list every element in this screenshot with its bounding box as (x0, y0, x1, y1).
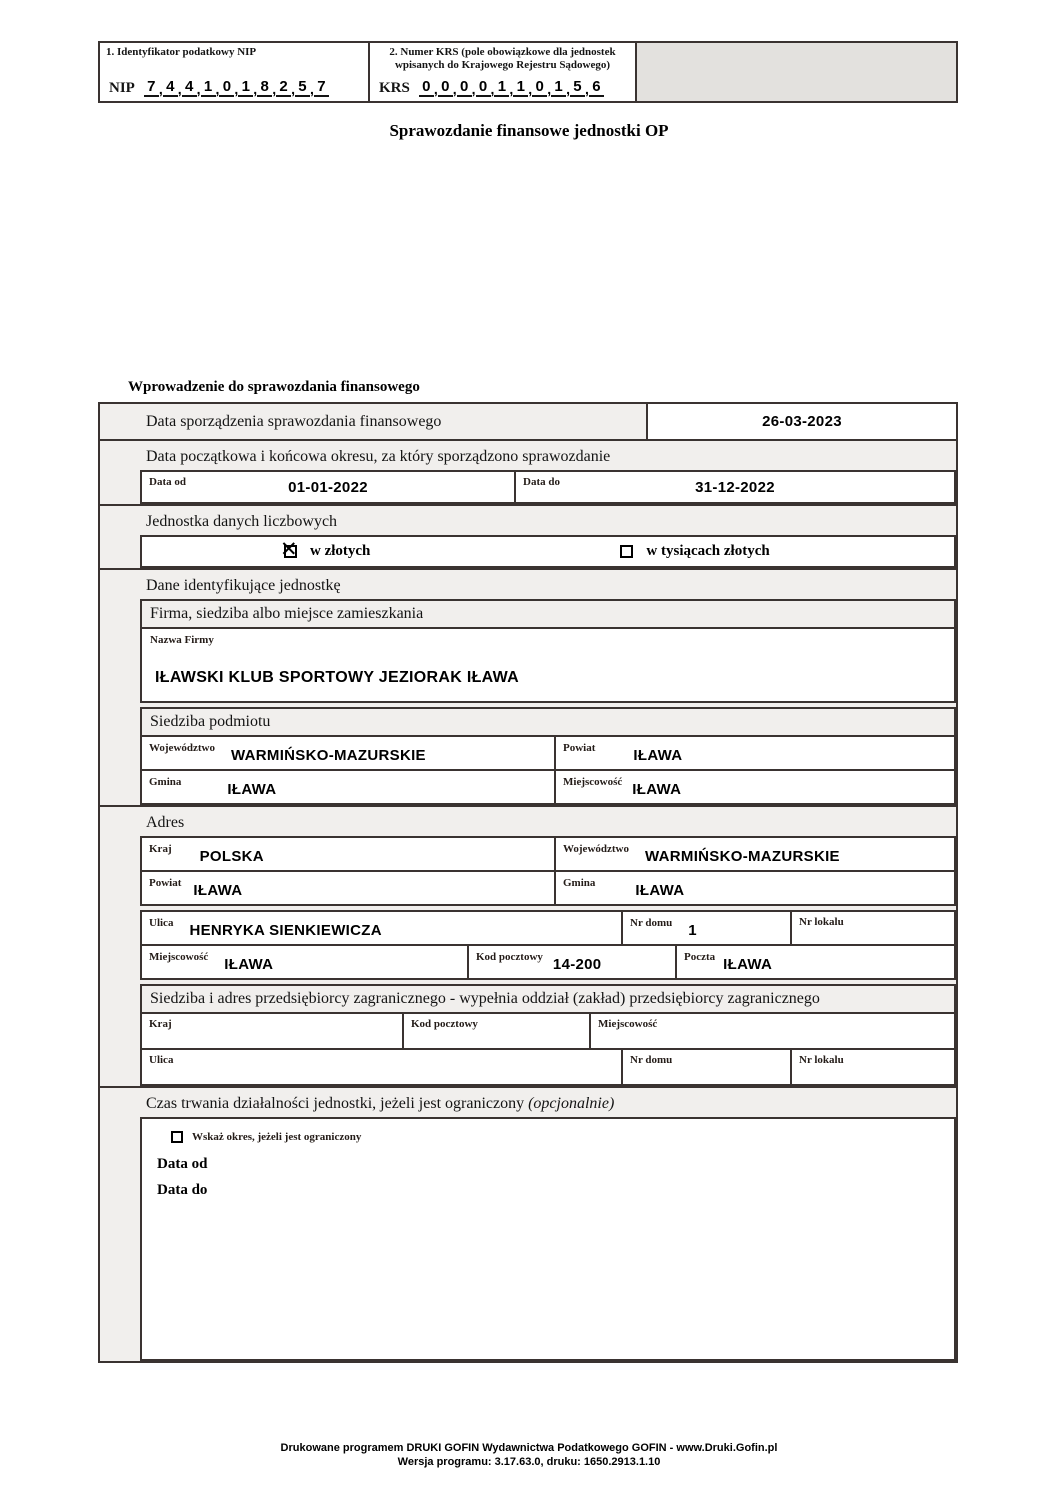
address-voivodeship-field[interactable] (554, 838, 954, 870)
address-post-office-value: IŁAWA (723, 956, 773, 973)
footer-program-line: Drukowane programem DRUKI GOFIN Wydawnictwa Podatkowego GOFIN - www.Druki.Gofin.pl (280, 1442, 778, 1454)
seat-city-field[interactable] (554, 771, 954, 803)
empty-gray-box (635, 41, 958, 103)
address-city-field[interactable] (142, 946, 467, 978)
address-post-office-label: Poczta (684, 951, 716, 963)
page-title: Sprawozdanie finansowe jednostki OP (389, 121, 669, 140)
unit-option-thousands[interactable] (620, 543, 769, 560)
seat-voivodeship-field[interactable] (142, 737, 554, 769)
address-county-value: IŁAWA (193, 882, 243, 899)
company-name-value: IŁAWSKI KLUB SPORTOWY JEZIORAK IŁAWA (155, 669, 520, 686)
address-flat-no-label: Nr lokalu (799, 916, 844, 928)
foreign-street-label: Ulica (149, 1054, 174, 1066)
address-house-no-field[interactable] (621, 912, 790, 944)
seat-voivodeship-value: WARMIŃSKO-MAZURSKIE (231, 747, 426, 764)
foreign-city-label: Miejscowość (598, 1018, 658, 1030)
duration-checkbox-option[interactable] (171, 1131, 944, 1143)
company-name-field[interactable] (140, 627, 956, 703)
unit-option-thousands-label: w tysiącach złotych (646, 543, 770, 559)
foreign-street-field[interactable] (142, 1050, 621, 1084)
foreign-subheader: Siedziba i adres przedsiębiorcy zagranicznego - wypełnia oddział (zakład) przedsiębiorcy zagranicznego (140, 984, 956, 1014)
foreign-postal-field[interactable] (402, 1014, 589, 1048)
date-to-label: Data do (523, 476, 560, 488)
report-date-value: 26-03-2023 (762, 413, 842, 430)
address-city-label: Miejscowość (149, 951, 209, 963)
foreign-flat-field[interactable] (790, 1050, 954, 1084)
address-country-field[interactable] (142, 838, 554, 870)
address-country-value: POLSKA (199, 848, 264, 865)
duration-box (140, 1117, 956, 1361)
seat-county-value: IŁAWA (633, 747, 683, 764)
intro-form-table (98, 402, 958, 1363)
period-header: Data początkowa i końcowa okresu, za który sporządzono sprawozdanie (146, 448, 611, 465)
seat-city-label: Miejscowość (563, 776, 623, 788)
address-house-no-label: Nr domu (630, 917, 673, 929)
section-identification (100, 570, 956, 807)
seat-commune-field[interactable] (142, 771, 554, 803)
identification-header: Dane identyfikujące jednostkę (146, 577, 341, 594)
nip-digits[interactable]: 7 , 4 , 4 , 1 , 0 , 1 , 8 , 2 , 5 , 7 (144, 78, 329, 97)
foreign-house-label: Nr domu (630, 1054, 673, 1066)
unit-option-zloty-label: w złotych (310, 543, 371, 559)
date-from-label: Data od (149, 476, 186, 488)
checkbox-checked-icon[interactable] (284, 545, 297, 558)
unit-header: Jednostka danych liczbowych (146, 513, 338, 530)
foreign-city-field[interactable] (589, 1014, 954, 1048)
address-commune-value: IŁAWA (635, 882, 685, 899)
duration-date-from-label[interactable]: Data od (157, 1156, 208, 1172)
company-subheader: Firma, siedziba albo miejsce zamieszkania (140, 599, 956, 629)
print-footer (0, 1441, 1058, 1469)
unit-option-zloty[interactable] (284, 543, 370, 560)
section-report-date (100, 404, 956, 441)
krs-box-label: 2. Numer KRS (pole obowiązkowe dla jednostek wpisanych do Krajowego Rejestru Sądowego) (389, 46, 616, 71)
report-date-field[interactable] (646, 404, 956, 439)
date-to-field[interactable] (514, 472, 954, 502)
address-post-office-field[interactable] (675, 946, 954, 978)
seat-commune-value: IŁAWA (227, 781, 277, 798)
address-postal-code-label: Kod pocztowy (476, 951, 543, 963)
foreign-flat-label: Nr lokalu (799, 1054, 844, 1066)
nip-field[interactable] (109, 78, 329, 97)
address-header: Adres (146, 814, 185, 831)
checkbox-unchecked-icon[interactable] (620, 545, 633, 558)
address-voivodeship-value: WARMIŃSKO-MAZURSKIE (645, 848, 840, 865)
checkbox-unchecked-icon[interactable] (171, 1131, 183, 1143)
date-from-field[interactable] (142, 472, 514, 502)
footer-version-line: Wersja programu: 3.17.63.0, druku: 1650.2913.1.10 (397, 1456, 661, 1468)
seat-county-label: Powiat (563, 742, 596, 754)
krs-box (368, 41, 637, 103)
foreign-house-field[interactable] (621, 1050, 790, 1084)
address-street-value: HENRYKA SIENKIEWICZA (189, 922, 382, 939)
section-period (100, 441, 956, 506)
krs-digits[interactable]: 0 , 0 , 0 , 0 , 1 , 1 , 0 , 1 , 5 , 6 (419, 78, 604, 97)
address-flat-no-field[interactable] (790, 912, 954, 944)
duration-header (100, 1088, 956, 1119)
krs-field[interactable] (379, 78, 604, 97)
unit-options-row (140, 535, 956, 568)
nip-field-label: NIP (109, 80, 135, 96)
address-postal-code-field[interactable] (467, 946, 675, 978)
address-voivodeship-label: Województwo (563, 843, 629, 855)
section-duration (100, 1088, 956, 1361)
nip-box-label: 1. Identyfikator podatkowy NIP (106, 46, 257, 58)
section-unit (100, 506, 956, 570)
address-county-field[interactable] (142, 872, 554, 904)
krs-field-label: KRS (379, 80, 410, 96)
foreign-country-label: Kraj (149, 1018, 172, 1030)
address-county-label: Powiat (149, 877, 182, 889)
seat-county-field[interactable] (554, 737, 954, 769)
duration-header-optional: (opcjonalnie) (528, 1095, 615, 1112)
address-country-label: Kraj (149, 843, 172, 855)
address-commune-label: Gmina (563, 877, 596, 889)
seat-subheader: Siedziba podmiotu (140, 707, 956, 737)
seat-voivodeship-label: Województwo (149, 742, 215, 754)
date-to-value: 31-12-2022 (695, 478, 775, 496)
address-commune-field[interactable] (554, 872, 954, 904)
address-house-no-value: 1 (688, 922, 697, 939)
nip-box (98, 41, 370, 103)
seat-commune-label: Gmina (149, 776, 182, 788)
duration-date-to-label[interactable]: Data do (157, 1182, 208, 1198)
duration-checkbox-label: Wskaż okres, jeżeli jest ograniczony (192, 1131, 362, 1143)
address-street-field[interactable] (142, 912, 621, 944)
foreign-country-field[interactable] (142, 1014, 402, 1048)
seat-city-value: IŁAWA (632, 781, 682, 798)
address-postal-code-value: 14-200 (552, 956, 602, 973)
date-from-value: 01-01-2022 (288, 478, 368, 496)
report-date-label: Data sporządzenia sprawozdania finansowego (146, 412, 442, 430)
address-city-value: IŁAWA (224, 956, 274, 973)
address-street-label: Ulica (149, 917, 174, 929)
company-name-label: Nazwa Firmy (150, 634, 214, 646)
id-header-row (98, 41, 958, 103)
intro-heading: Wprowadzenie do sprawozdania finansowego (128, 379, 420, 395)
foreign-postal-label: Kod pocztowy (411, 1018, 478, 1030)
duration-header-text: Czas trwania działalności jednostki, jeżeli jest ograniczony (146, 1095, 529, 1112)
section-address (100, 807, 956, 1088)
